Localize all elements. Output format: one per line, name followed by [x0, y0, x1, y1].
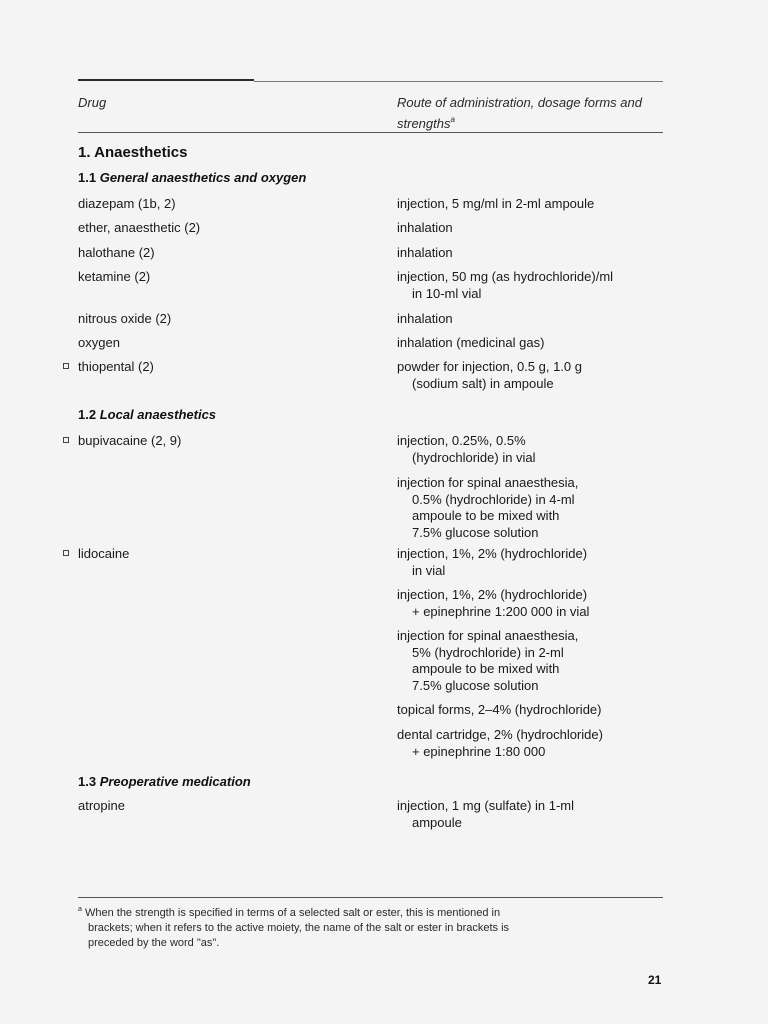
square-marker-icon — [63, 550, 69, 556]
route-dosage-block — [397, 727, 667, 760]
subsection-number: 1.3 — [78, 774, 97, 789]
route-dosage-line: injection for spinal anaesthesia, — [397, 628, 579, 643]
route-dosage-line: injection, 1 mg (sulfate) in 1-ml — [397, 798, 575, 813]
drug-name: ketamine (2) — [78, 269, 151, 284]
route-dosage-line: (hydrochloride) in vial — [412, 449, 536, 465]
route-dosage-block — [397, 475, 667, 541]
route-dosage-line: inhalation — [397, 311, 453, 326]
drug-name: nitrous oxide (2) — [78, 311, 172, 326]
route-dosage-line: + epinephrine 1:80 000 — [412, 743, 546, 759]
drug-name: halothane (2) — [78, 245, 155, 260]
route-dosage-block — [397, 587, 667, 620]
section-title: 1. Anaesthetics — [78, 144, 188, 161]
route-dosage-line: ampoule — [412, 814, 462, 830]
route-dosage-line: ampoule to be mixed with — [412, 661, 560, 676]
drug-name: lidocaine — [78, 546, 130, 561]
route-dosage-line: ampoule to be mixed with — [412, 508, 560, 523]
route-dosage-block — [397, 798, 667, 831]
route-dosage-line: in 10-ml vial — [412, 285, 482, 301]
subsection-title: Local anaesthetics — [99, 407, 217, 422]
subsection-title: Preoperative medication — [99, 774, 251, 789]
route-dosage-block — [397, 546, 667, 579]
column-header-route — [397, 94, 657, 132]
route-dosage-block — [397, 335, 667, 352]
footnote-text: When the strength is specified in terms of a selected salt or ester, this is mentioned in — [84, 907, 501, 919]
route-dosage-line: injection for spinal anaesthesia, — [397, 475, 579, 490]
subsection-title: General anaesthetics and oxygen — [99, 170, 307, 185]
drug-name: thiopental (2) — [78, 359, 154, 374]
route-dosage-line: injection, 1%, 2% (hydrochloride) — [397, 546, 588, 561]
route-dosage-line: topical forms, 2–4% (hydrochloride) — [397, 702, 602, 717]
route-dosage-block — [397, 269, 667, 302]
route-dosage-line: inhalation — [397, 220, 453, 235]
route-dosage-line: 0.5% (hydrochloride) in 4-ml — [412, 491, 575, 507]
route-dosage-line: inhalation — [397, 245, 453, 260]
route-dosage-line: 7.5% glucose solution — [412, 677, 539, 693]
drug-name: oxygen — [78, 335, 120, 350]
footnote-rule — [78, 897, 663, 898]
route-dosage-line: injection, 5 mg/ml in 2-ml ampoule — [397, 196, 595, 211]
footnote-mark: a — [78, 906, 82, 913]
route-dosage-block — [397, 220, 667, 237]
footnote-line — [78, 902, 658, 921]
route-dosage-line: dental cartridge, 2% (hydrochloride) — [397, 727, 603, 742]
top-rule-thin — [254, 81, 663, 82]
route-dosage-block — [397, 245, 667, 262]
route-dosage-line: injection, 1%, 2% (hydrochloride) — [397, 587, 588, 602]
route-dosage-line: + epinephrine 1:200 000 in vial — [412, 603, 590, 619]
drug-name: atropine — [78, 798, 125, 813]
route-dosage-block — [397, 359, 667, 392]
top-rule-thick — [78, 79, 254, 81]
route-dosage-line: 7.5% glucose solution — [412, 524, 539, 540]
route-dosage-line: powder for injection, 0.5 g, 1.0 g — [397, 359, 583, 374]
drug-name: ether, anaesthetic (2) — [78, 220, 201, 235]
footnote — [78, 902, 658, 951]
subsection-heading — [78, 407, 216, 422]
route-dosage-line: inhalation (medicinal gas) — [397, 335, 545, 350]
drug-name: diazepam (1b, 2) — [78, 196, 176, 211]
route-dosage-line: (sodium salt) in ampoule — [412, 375, 554, 391]
footnote-line: preceded by the word "as". — [88, 937, 220, 949]
route-dosage-line: in vial — [412, 562, 446, 578]
subsection-number: 1.2 — [78, 407, 97, 422]
route-dosage-line: injection, 0.25%, 0.5% — [397, 433, 526, 448]
footnote-line: brackets; when it refers to the active moiety, the name of the salt or ester in brackets is — [88, 922, 510, 934]
header-rule — [78, 132, 663, 133]
route-dosage-block — [397, 702, 667, 719]
drug-name: bupivacaine (2, 9) — [78, 433, 182, 448]
square-marker-icon — [63, 437, 69, 443]
subsection-heading — [78, 774, 251, 789]
route-dosage-block — [397, 196, 667, 213]
column-header-drug: Drug — [78, 95, 107, 110]
footnote-mark: a — [450, 115, 455, 124]
route-dosage-block — [397, 628, 667, 694]
subsection-number: 1.1 — [78, 170, 97, 185]
column-header-route-text: Route of administration, dosage forms and strengths — [397, 95, 642, 131]
route-dosage-block — [397, 433, 667, 466]
page-number: 21 — [648, 973, 662, 987]
square-marker-icon — [63, 363, 69, 369]
route-dosage-line: 5% (hydrochloride) in 2-ml — [412, 644, 564, 660]
subsection-heading — [78, 170, 306, 185]
route-dosage-block — [397, 311, 667, 328]
route-dosage-line: injection, 50 mg (as hydrochloride)/ml — [397, 269, 614, 284]
